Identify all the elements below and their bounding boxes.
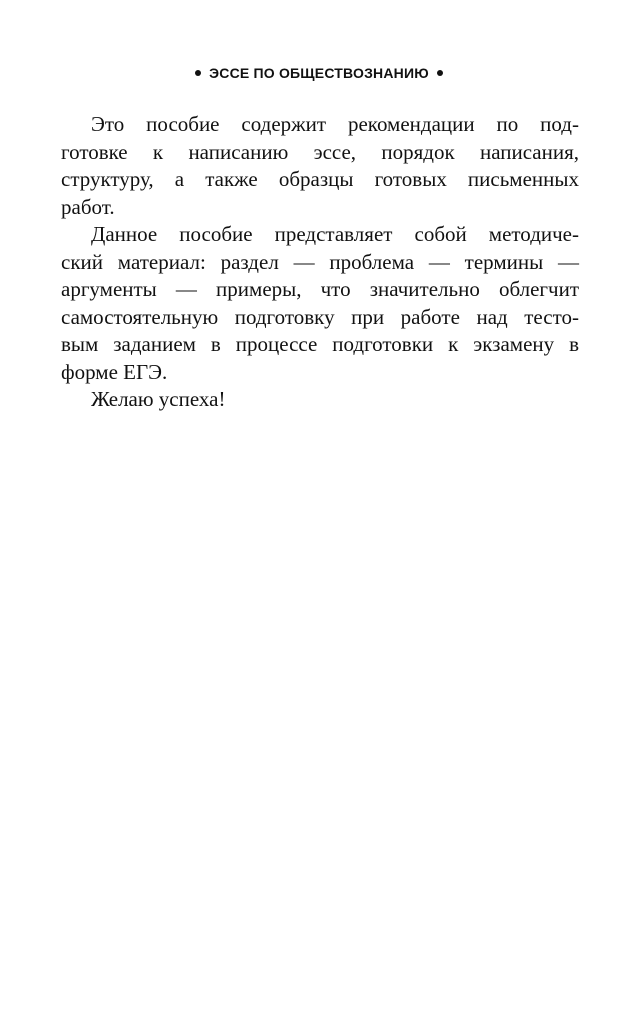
paragraph-2 [61,221,579,386]
paragraph-line: Данное пособие представляет собой методиче- [91,222,579,246]
left-bullet-icon [195,70,201,76]
running-header [0,63,638,83]
page-body [61,111,579,414]
paragraph-line: Желаю успеха! [91,387,226,411]
paragraph-3 [61,386,579,414]
paragraph-line: вым заданием в процессе подготовки к экзамену в [61,332,579,356]
paragraph-line: ский материал: раздел — проблема — термины — [61,249,579,274]
paragraph-line: Это пособие содержит рекомендации по под- [91,112,579,136]
paragraph-line: самостоятельную подготовку при работе над тесто- [61,304,579,329]
paragraph-line: структуру, а также образцы готовых письменных [61,167,579,191]
header-title: ЭССЕ ПО ОБЩЕСТВОЗНАНИЮ [209,65,429,81]
right-bullet-icon [437,70,443,76]
paragraph-line: аргументы — примеры, что значительно облегчит [61,277,579,301]
paragraph-line: форме ЕГЭ. [61,359,168,384]
paragraph-line: готовке к написанию эссе, порядок написания, [61,139,579,164]
paragraph-1 [61,111,579,221]
paragraph-line: работ. [61,194,115,219]
